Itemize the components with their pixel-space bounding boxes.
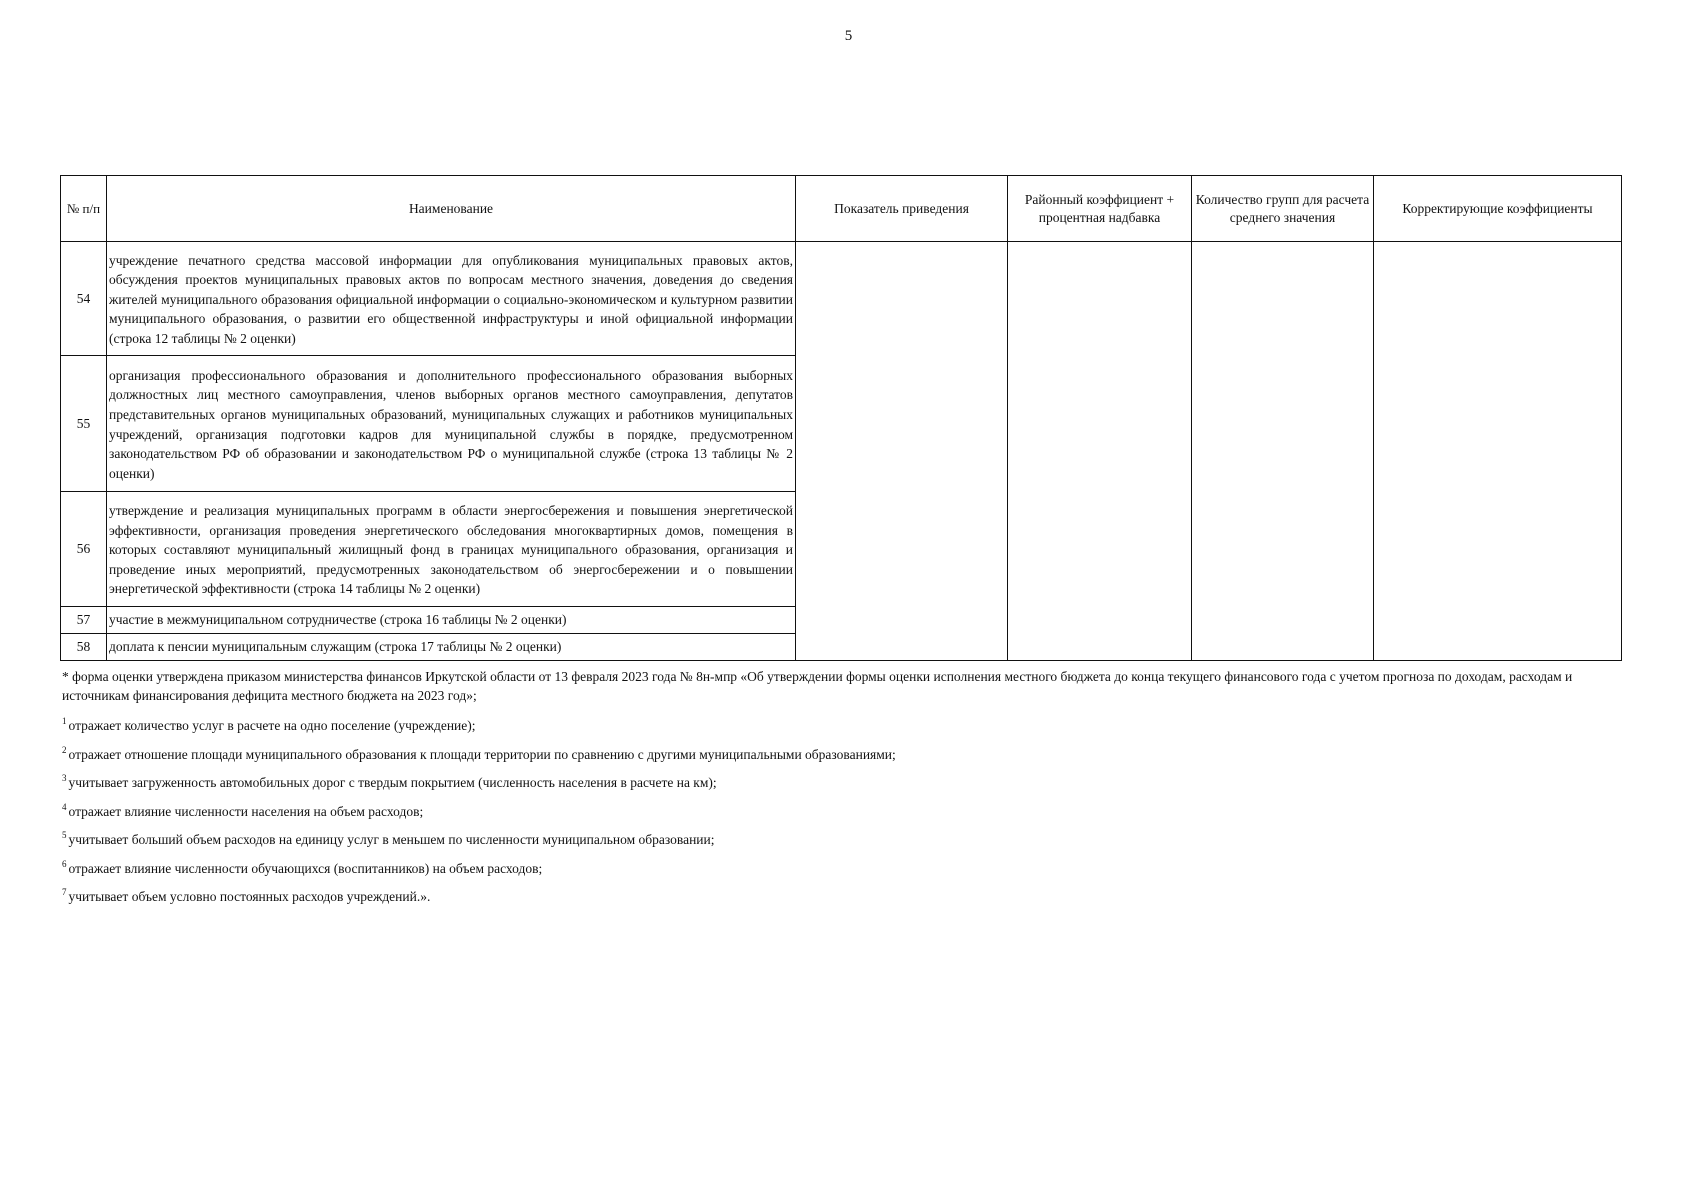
header-name: Наименование	[107, 176, 796, 242]
row-number: 56	[61, 492, 107, 607]
table-header-row	[61, 176, 1622, 242]
row-number: 54	[61, 242, 107, 356]
footnote-1	[62, 707, 1582, 736]
footnote-text: учитывает объем условно постоянных расходов учреждений.».	[68, 889, 431, 904]
footnote-3	[62, 764, 1582, 793]
footnote-mark: 7	[62, 887, 67, 897]
row-number: 58	[61, 634, 107, 661]
footnote-2	[62, 736, 1582, 765]
header-correction: Корректирующие коэффициенты	[1374, 176, 1622, 242]
footnote-mark: 6	[62, 858, 67, 869]
footnote-text: отражает количество услуг в расчете на одно поселение (учреждение);	[68, 718, 476, 733]
row-number: 55	[61, 356, 107, 492]
row-name: организация профессионального образования и дополнительного профессионального образования выборных должностных лиц местного самоуправления, членов выборных органов местного самоуправления, депутатов представительных органов муниципальных образований, муниципальных служащих и работников муниципальных учреждений, организация подготовки кадров для муниципальной службы в порядке, предусмотренном законодательством РФ об образовании и законодательством РФ о муниципальной службе (строка 13 таблицы № 2 оценки)	[107, 356, 796, 492]
footnote-mark: 2	[62, 744, 67, 755]
page-number: 5	[844, 28, 853, 44]
footnote-text: учитывает больший объем расходов на единицу услуг в меньшем по численности муниципальном образовании;	[68, 832, 715, 847]
footnote-6	[62, 850, 1582, 879]
table-row	[61, 242, 1622, 356]
footnote-mark: 5	[62, 830, 67, 840]
header-coefficient: Районный коэффициент + процентная надбавка	[1008, 176, 1192, 242]
footnote-7	[62, 878, 1582, 907]
footnote-text: отражает влияние численности обучающихся (воспитанников) на объем расходов;	[68, 860, 543, 876]
correction-cell	[1374, 242, 1622, 661]
groups-cell	[1192, 242, 1374, 661]
row-number: 57	[61, 607, 107, 634]
footnote-5	[62, 821, 1582, 850]
footnotes	[62, 667, 1582, 907]
footnote-text: отражает влияние численности населения на объем расходов;	[68, 803, 424, 819]
footnote-text: отражает отношение площади муниципального образования к площади территории по сравнению с другими муниципальными образованиями;	[68, 746, 896, 762]
row-name: учреждение печатного средства массовой информации для опубликования муниципальных правовых актов, обсуждения проектов муниципальных правовых актов по вопросам местного значения, доведения до сведения жителей муниципального образования официальной информации о социально-экономическом и культурном развитии муниципального образования, о развитии его общественной инфраструктуры и иной официальной информации (строка 12 таблицы № 2 оценки)	[107, 242, 796, 356]
footnote-4	[62, 793, 1582, 822]
indicator-cell	[796, 242, 1008, 661]
footnote-mark: 4	[62, 801, 67, 812]
row-name: доплата к пенсии муниципальным служащим (строка 17 таблицы № 2 оценки)	[107, 634, 796, 661]
cost-indicators-table	[60, 175, 1622, 661]
row-name: утверждение и реализация муниципальных программ в области энергосбережения и повышения энергетической эффективности, организация проведения энергетического обследования многоквартирных домов, помещения в которых составляют муниципальный жилищный фонд в границах муниципального образования, организация и проведение иных мероприятий, предусмотренных законодательством об энергосбережении и о повышении энергетической эффективности (строка 14 таблицы № 2 оценки)	[107, 492, 796, 607]
footnote-mark: 1	[62, 716, 67, 726]
footnote-star: * форма оценки утверждена приказом министерства финансов Иркутской области от 13 февраля 2023 года № 8н-мпр «Об утверждении формы оценки исполнения местного бюджета до конца текущего финансового года с учетом прогноза по доходам, расходам и источникам финансирования дефицита местного бюджета на 2023 год»;	[62, 669, 1573, 703]
footnote-mark: 3	[62, 773, 67, 783]
footnote-text: учитывает загруженность автомобильных дорог с твердым покрытием (численность населения в расчете на км);	[68, 775, 717, 790]
coefficient-cell	[1008, 242, 1192, 661]
row-name: участие в межмуниципальном сотрудничестве (строка 16 таблицы № 2 оценки)	[107, 607, 796, 634]
header-groups: Количество групп для расчета среднего значения	[1192, 176, 1374, 242]
header-num: № п/п	[61, 176, 107, 242]
header-indicator: Показатель приведения	[796, 176, 1008, 242]
